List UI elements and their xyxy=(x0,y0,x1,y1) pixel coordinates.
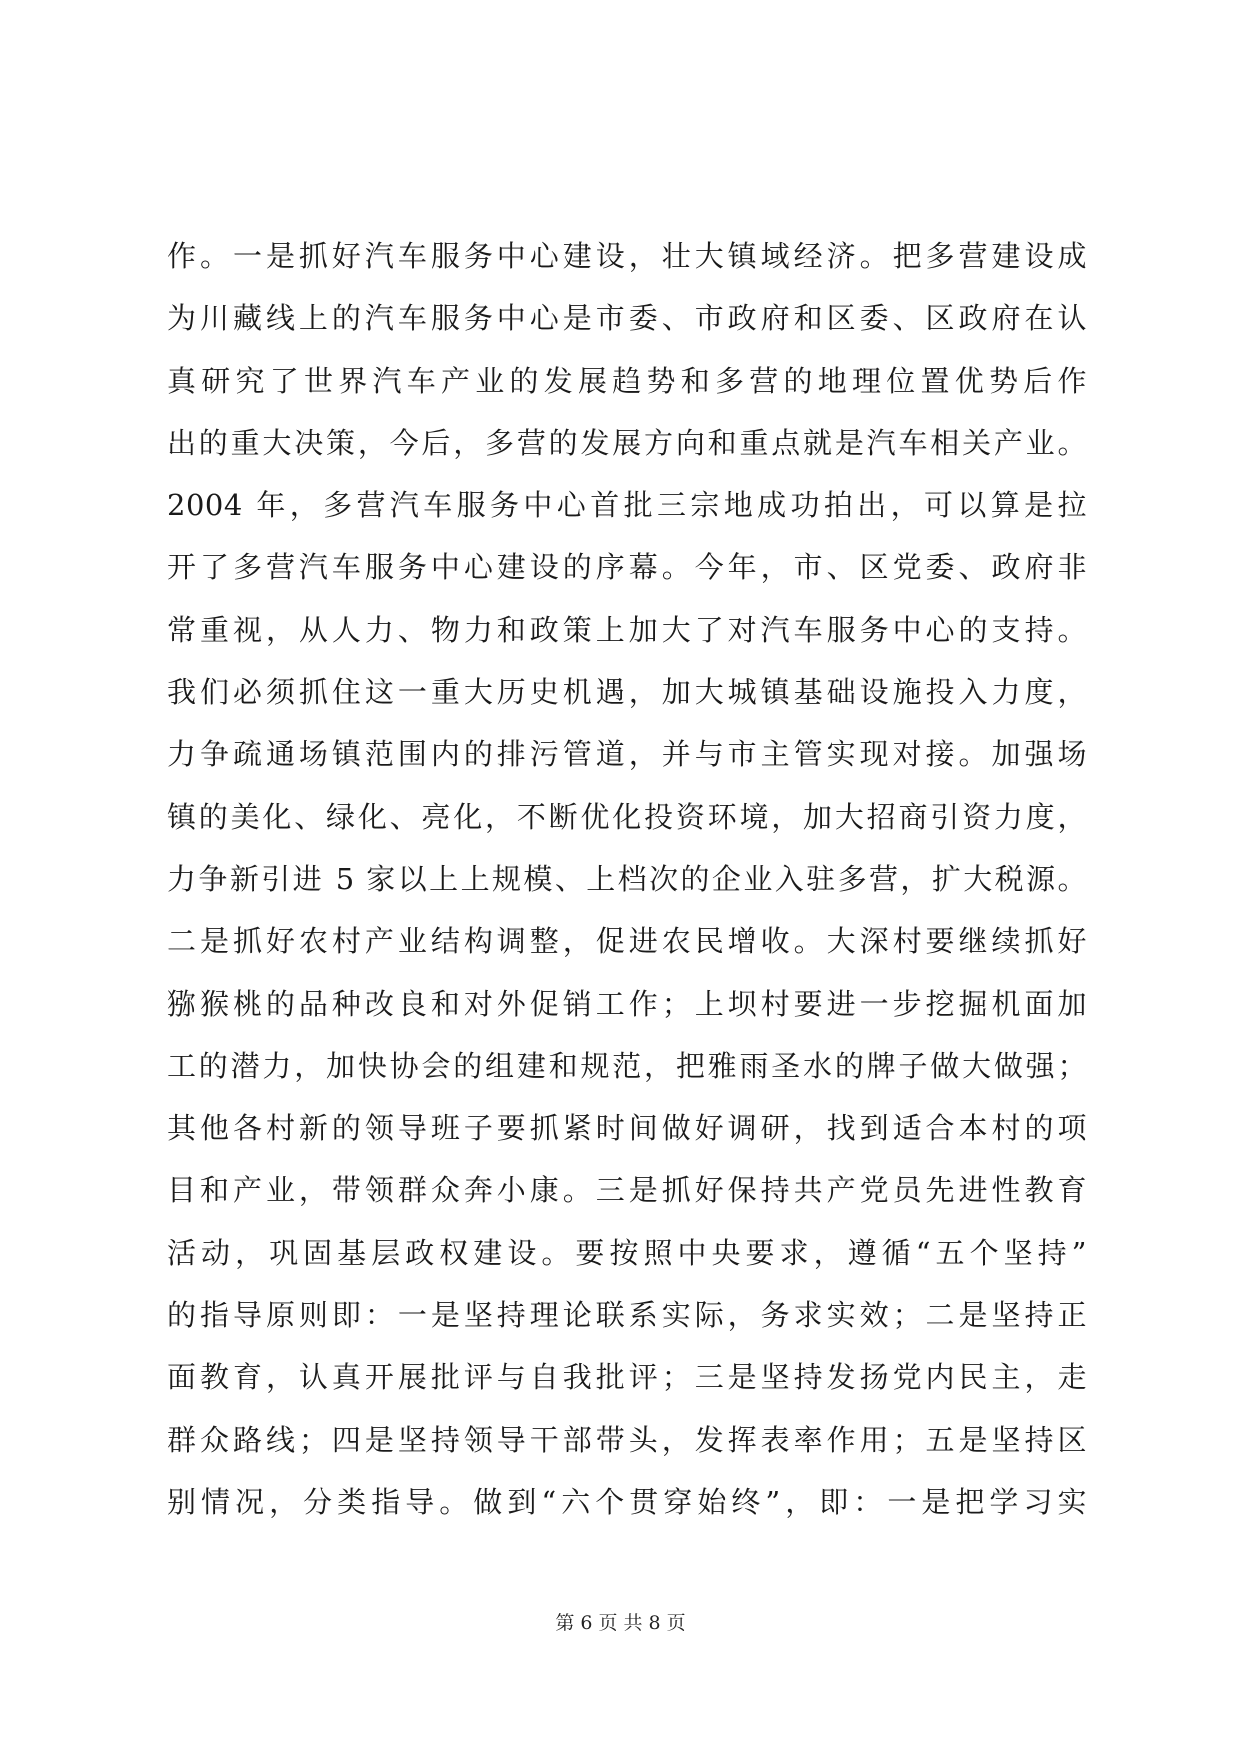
text-line: 真研究了世界汽车产业的发展趋势和多营的地理位置优势后作 xyxy=(167,363,1087,398)
text-line: 为川藏线上的汽车服务中心是市委、市政府和区委、区政府在认 xyxy=(167,301,1087,336)
text-line: 的指导原则即：一是坚持理论联系实际，务求实效；二是坚持正 xyxy=(167,1298,1087,1333)
page-number-footer: 第 6 页 共 8 页 xyxy=(555,1612,686,1634)
text-line: 我们必须抓住这一重大历史机遇，加大城镇基础设施投入力度， xyxy=(167,675,1087,710)
text-line: 目和产业，带领群众奔小康。三是抓好保持共产党员先进性教育 xyxy=(167,1173,1087,1208)
text-line: 猕猴桃的品种改良和对外促销工作；上坝村要进一步挖掘机面加 xyxy=(167,986,1087,1021)
text-line: 常重视，从人力、物力和政策上加大了对汽车服务中心的支持。 xyxy=(167,612,1087,647)
text-line: 出的重大决策，今后，多营的发展方向和重点就是汽车相关产业。 xyxy=(167,425,1087,460)
text-line: 镇的美化、绿化、亮化，不断优化投资环境，加大招商引资力度， xyxy=(167,799,1087,834)
text-line: 力争疏通场镇范围内的排污管道，并与市主管实现对接。加强场 xyxy=(167,737,1087,772)
text-line: 工的潜力，加快协会的组建和规范，把雅雨圣水的牌子做大做强； xyxy=(167,1048,1087,1083)
text-line: 群众路线；四是坚持领导干部带头，发挥表率作用；五是坚持区 xyxy=(167,1422,1087,1457)
text-line: 二是抓好农村产业结构调整，促进农民增收。大深村要继续抓好 xyxy=(167,924,1087,959)
text-line: 2004 年，多营汽车服务中心首批三宗地成功拍出，可以算是拉 xyxy=(167,488,1087,523)
text-line: 活动，巩固基层政权建设。要按照中央要求，遵循“五个坚持” xyxy=(167,1235,1087,1270)
text-line: 开了多营汽车服务中心建设的序幕。今年，市、区党委、政府非 xyxy=(167,550,1087,585)
text-line: 力争新引进 5 家以上上规模、上档次的企业入驻多营，扩大税源。 xyxy=(167,861,1087,896)
text-line: 别情况，分类指导。做到“六个贯穿始终”，即：一是把学习实 xyxy=(167,1484,1087,1519)
body-text xyxy=(167,225,1087,1533)
text-line: 作。一是抓好汽车服务中心建设，壮大镇域经济。把多营建设成 xyxy=(167,239,1087,273)
text-line: 其他各村新的领导班子要抓紧时间做好调研，找到适合本村的项 xyxy=(167,1111,1087,1146)
text-line: 面教育，认真开展批评与自我批评；三是坚持发扬党内民主，走 xyxy=(167,1360,1087,1395)
